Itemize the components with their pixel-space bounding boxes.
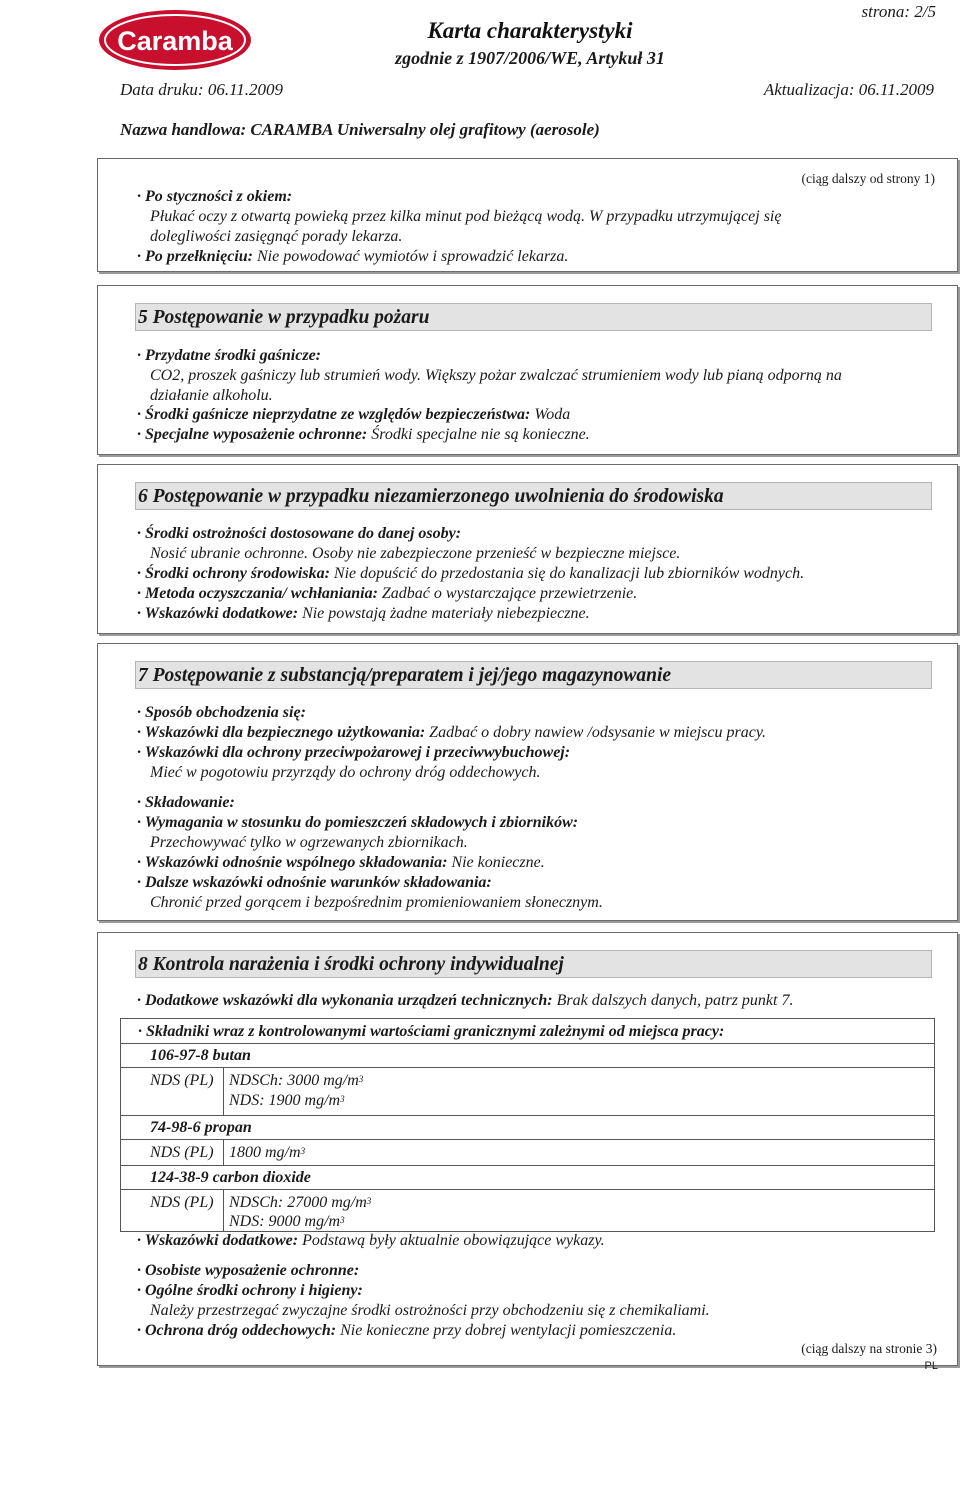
- eye-contact-text-2: dolegliwości zasięgnąć porady lekarza.: [150, 228, 403, 245]
- cleaning-line: [137, 584, 637, 604]
- section-6-box: [97, 464, 958, 634]
- language-code: PL: [924, 1360, 938, 1372]
- extinguishing-agents-label: · Przydatne środki gaśnicze:: [137, 347, 321, 364]
- sec8-additional-info-text: Podstawą były aktualnie obowiązujące wykazy.: [298, 1232, 605, 1249]
- document-subtitle: zgodnie z 1907/2006/WE, Artykuł 31: [395, 48, 665, 68]
- section-7-heading: [135, 661, 932, 689]
- environment-text: Nie dopuścić do przedostania się do kanalizacji lub zbiorników wodnych.: [329, 565, 805, 582]
- substance-name: 106-97-8 butan: [150, 1047, 251, 1064]
- column-divider: [223, 1190, 224, 1232]
- unsuitable-agents-text: Woda: [530, 406, 571, 423]
- section-8-title: 8 Kontrola narażenia i środki ochrony indywidualnej: [138, 954, 564, 975]
- section-7-box: [97, 643, 958, 921]
- section-8-heading: [135, 950, 932, 978]
- section-5-heading: [135, 303, 932, 331]
- limit-value-text: NDSCh: 27000 mg/m: [229, 1194, 367, 1211]
- personal-precautions-label: · Środki ostrożności dostosowane do danej osoby:: [137, 525, 462, 542]
- special-equipment-line: [137, 425, 590, 445]
- unit-exponent: 3: [366, 1196, 372, 1206]
- unit-exponent: 3: [340, 1094, 345, 1104]
- extinguishing-agents-text-1: CO2, proszek gaśniczy lub strumień wody. Większy pożar zwalczać strumieniem wody lub pianą odporną na: [150, 367, 842, 384]
- hygiene-text: Należy przestrzegać zwyczajne środki ostrożności przy obchodzeniu się z chemikaliami.: [150, 1302, 710, 1319]
- limit-row: [121, 1139, 934, 1166]
- page-number: strona: 2/5: [861, 2, 936, 21]
- section-6-heading: [135, 482, 932, 510]
- limit-value: [229, 1143, 305, 1163]
- limit-type: NDS (PL): [150, 1072, 214, 1089]
- substance-row: [121, 1165, 934, 1190]
- common-storage-line: [137, 853, 545, 873]
- unit-exponent: 3: [300, 1146, 306, 1156]
- substance-row: [121, 1043, 934, 1068]
- technical-measures-text: Brak dalszych danych, patrz punkt 7.: [552, 992, 794, 1009]
- substance-name: 74-98-6 propan: [150, 1119, 252, 1136]
- limit-value-text: NDS: 9000 mg/m: [229, 1213, 341, 1230]
- common-storage-label: · Wskazówki odnośnie wspólnego składowania:: [137, 854, 448, 871]
- limit-value-text: NDSCh: 3000 mg/m: [229, 1072, 359, 1089]
- limit-value: [229, 1091, 345, 1111]
- section-7-title: 7 Postępowanie z substancją/preparatem i jej/jego magazynowanie: [138, 665, 672, 686]
- additional-info-label: · Wskazówki dodatkowe:: [137, 605, 299, 622]
- additional-info-text: Nie powstają żadne materiały niebezpieczne.: [298, 605, 590, 622]
- fire-protection-label: · Wskazówki dla ochrony przeciwpożarowej i przeciwwybuchowej:: [137, 744, 571, 761]
- respiratory-label: · Ochrona dróg oddechowych:: [137, 1322, 337, 1339]
- respiratory-line: [137, 1321, 676, 1341]
- limit-value-text: 1800 mg/m: [229, 1144, 301, 1161]
- sec8-additional-info-line: [137, 1231, 605, 1251]
- handling-label: · Sposób obchodzenia się:: [137, 704, 306, 721]
- unit-exponent: 3: [340, 1215, 345, 1225]
- special-equipment-label: · Specjalne wyposażenie ochronne:: [137, 426, 368, 443]
- swallow-label: · Po przełknięciu:: [137, 248, 253, 265]
- limit-row: [121, 1067, 934, 1116]
- cleaning-text: Zadbać o wystarczające przewietrzenie.: [377, 585, 638, 602]
- limit-row: [121, 1189, 934, 1232]
- eye-contact-label: · Po styczności z okiem:: [137, 188, 293, 205]
- section-6-title: 6 Postępowanie w przypadku niezamierzonego uwolnienia do środowiska: [138, 486, 724, 507]
- extinguishing-agents-text-2: działanie alkoholu.: [150, 387, 273, 404]
- swallow-text: Nie powodować wymiotów i sprowadzić lekarza.: [253, 248, 569, 265]
- safe-handling-text: Zadbać o dobry nawiew /odsysanie w miejscu pracy.: [425, 724, 767, 741]
- hygiene-label: · Ogólne środki ochrony i higieny:: [137, 1282, 363, 1299]
- continued-on-note: (ciąg dalszy na stronie 3): [801, 1341, 937, 1356]
- limit-type: NDS (PL): [150, 1194, 214, 1211]
- trade-name: Nazwa handlowa: CARAMBA Uniwersalny olej grafitowy (aerosole): [120, 120, 600, 139]
- sec8-additional-info-label: · Wskazówki dodatkowe:: [137, 1232, 299, 1249]
- storage-requirements-label: · Wymagania w stosunku do pomieszczeń składowych i zbiorników:: [137, 814, 579, 831]
- column-divider: [223, 1068, 224, 1116]
- limit-type: NDS (PL): [150, 1144, 214, 1161]
- personal-precautions-text: Nosić ubranie ochronne. Osoby nie zabezpieczone przenieść w bezpieczne miejsce.: [150, 545, 681, 562]
- storage-requirements-text: Przechowywać tylko w ogrzewanych zbiornikach.: [150, 834, 468, 851]
- ppe-label: · Osobiste wyposażenie ochronne:: [137, 1262, 360, 1279]
- eye-contact-text-1: Płukać oczy z otwartą powieką przez kilka minut pod bieżącą wodą. W przypadku utrzymującej się: [150, 208, 782, 225]
- logo-wordmark: Caramba: [117, 26, 233, 56]
- respiratory-text: Nie konieczne przy dobrej wentylacji pomieszczenia.: [336, 1322, 677, 1339]
- limit-value: [229, 1071, 363, 1091]
- section-5-box: [97, 285, 958, 455]
- document-title: Karta charakterystyki: [427, 18, 633, 43]
- print-date: Data druku: 06.11.2009: [120, 80, 284, 99]
- section-8-box: [97, 932, 958, 1366]
- further-storage-text: Chronić przed gorącem i bezpośrednim promieniowaniem słonecznym.: [150, 894, 603, 911]
- continued-from-note: (ciąg dalszy od strony 1): [801, 171, 935, 186]
- exposure-table-header: · Składniki wraz z kontrolowanymi wartościami granicznymi zależnymi od miejsca pracy:: [138, 1023, 725, 1040]
- swallow-line: [137, 247, 568, 267]
- safe-handling-line: [137, 723, 766, 743]
- environment-line: [137, 564, 804, 584]
- section-5-title: 5 Postępowanie w przypadku pożaru: [138, 307, 430, 328]
- limit-value: [229, 1212, 345, 1232]
- fire-protection-text: Mieć w pogotowiu przyrządy do ochrony dróg oddechowych.: [150, 764, 541, 781]
- cleaning-label: · Metoda oczyszczania/ wchłaniania:: [137, 585, 378, 602]
- first-aid-continuation-box: [97, 158, 958, 272]
- special-equipment-text: Środki specjalne nie są konieczne.: [367, 426, 590, 443]
- exposure-limits-table: [120, 1018, 935, 1232]
- limit-value: [229, 1193, 371, 1213]
- technical-measures-label: · Dodatkowe wskazówki dla wykonania urządzeń technicznych:: [137, 992, 553, 1009]
- unit-exponent: 3: [358, 1074, 364, 1084]
- column-divider: [223, 1140, 224, 1166]
- limit-value-text: NDS: 1900 mg/m: [229, 1092, 341, 1109]
- technical-measures-line: [137, 991, 793, 1011]
- caramba-logo: [96, 4, 254, 70]
- substance-row: [121, 1115, 934, 1140]
- storage-label: · Składowanie:: [137, 794, 235, 811]
- further-storage-label: · Dalsze wskazówki odnośnie warunków składowania:: [137, 874, 492, 891]
- safe-handling-label: · Wskazówki dla bezpiecznego użytkowania:: [137, 724, 426, 741]
- unsuitable-agents-label: · Środki gaśnicze nieprzydatne ze względów bezpieczeństwa:: [137, 406, 531, 423]
- common-storage-text: Nie konieczne.: [447, 854, 545, 871]
- substance-name: 124-38-9 carbon dioxide: [150, 1169, 311, 1186]
- unsuitable-agents-line: [137, 405, 570, 425]
- additional-info-line: [137, 604, 590, 624]
- update-date: Aktualizacja: 06.11.2009: [763, 80, 934, 99]
- environment-label: · Środki ochrony środowiska:: [137, 565, 330, 582]
